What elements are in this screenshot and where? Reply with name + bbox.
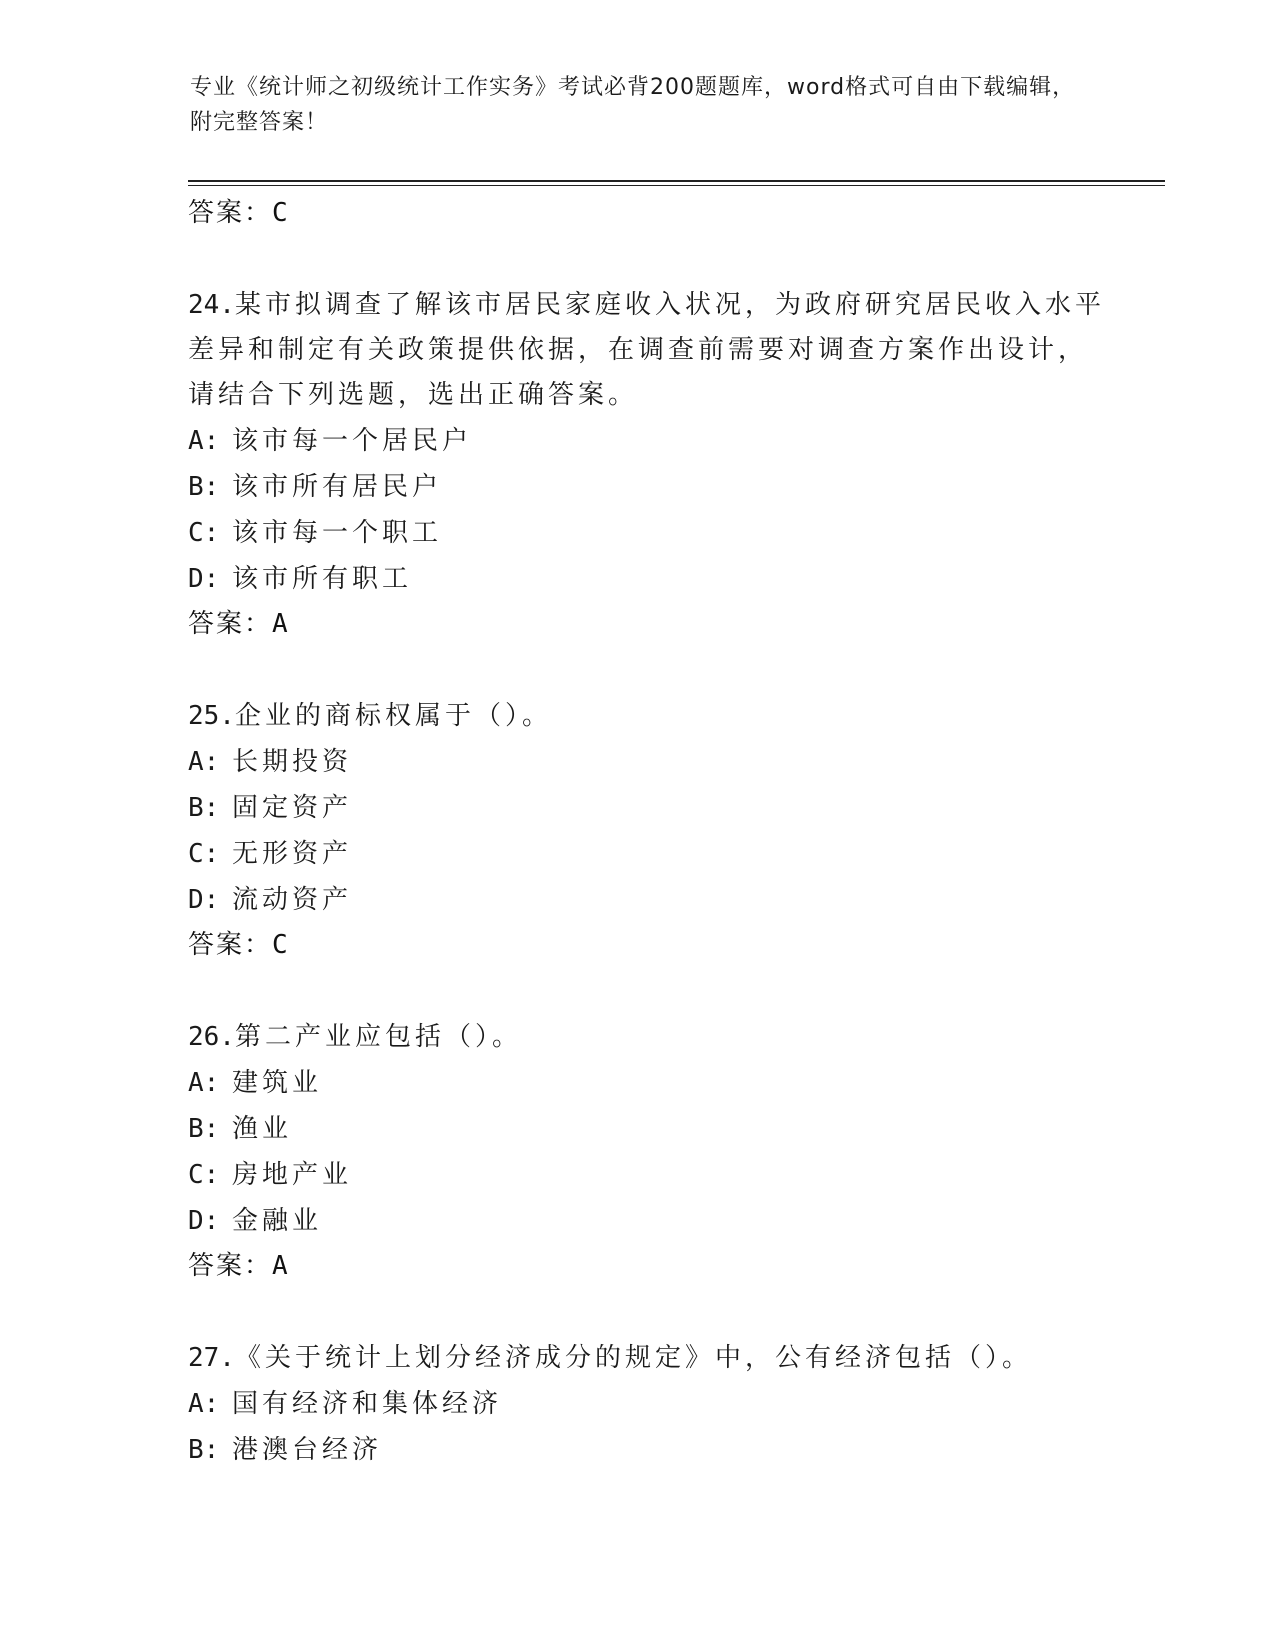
answer-line bbox=[188, 1244, 1108, 1288]
question-number: 25. bbox=[188, 701, 235, 731]
question-text bbox=[188, 1336, 1108, 1381]
question-text bbox=[188, 283, 1108, 418]
option-text: 房地产业 bbox=[232, 1160, 353, 1190]
option-letter: C: bbox=[188, 518, 220, 548]
option-item bbox=[188, 1106, 1108, 1152]
option-text: 该市所有职工 bbox=[232, 564, 413, 594]
option-text: 该市每一个职工 bbox=[232, 518, 443, 548]
option-text: 金融业 bbox=[232, 1206, 323, 1236]
option-item bbox=[188, 1060, 1108, 1106]
option-letter: D: bbox=[188, 564, 220, 594]
question-body: 第二产业应包括（）。 bbox=[234, 1022, 522, 1052]
option-item bbox=[188, 785, 1108, 831]
question-text bbox=[188, 694, 1108, 739]
option-text: 该市所有居民户 bbox=[232, 472, 443, 502]
document-header: 专业《统计师之初级统计工作实务》考试必背200题题库，word格式可自由下载编辑，附完整答案！ bbox=[190, 75, 1076, 135]
question-number: 26. bbox=[188, 1022, 235, 1052]
answer-value: A bbox=[272, 1251, 288, 1281]
answer-line bbox=[188, 602, 1108, 646]
option-letter: B: bbox=[188, 472, 220, 502]
option-item bbox=[188, 418, 1108, 464]
answer-value: C bbox=[272, 198, 288, 228]
option-text: 固定资产 bbox=[232, 793, 353, 823]
question-body: 《关于统计上划分经济成分的规定》中，公有经济包括（）。 bbox=[234, 1343, 1032, 1373]
question-number: 27. bbox=[188, 1343, 235, 1373]
option-text: 该市每一个居民户 bbox=[232, 426, 473, 456]
question-body: 企业的商标权属于（）。 bbox=[234, 701, 552, 731]
option-letter: A: bbox=[188, 426, 220, 456]
question-text bbox=[188, 1015, 1108, 1060]
answer-label: 答案： bbox=[188, 198, 273, 228]
option-item bbox=[188, 1152, 1108, 1198]
question-number: 24. bbox=[188, 290, 235, 320]
header-rule-thin bbox=[188, 185, 1165, 186]
option-letter: A: bbox=[188, 747, 220, 777]
option-item bbox=[188, 877, 1108, 923]
option-item bbox=[188, 739, 1108, 785]
option-item bbox=[188, 1381, 1108, 1427]
option-text: 建筑业 bbox=[232, 1068, 323, 1098]
option-letter: D: bbox=[188, 885, 220, 915]
answer-line bbox=[188, 923, 1108, 967]
option-item bbox=[188, 556, 1108, 602]
answer-label: 答案： bbox=[188, 609, 273, 639]
header-rule-thick bbox=[188, 180, 1165, 182]
option-letter: C: bbox=[188, 839, 220, 869]
option-letter: B: bbox=[188, 1435, 220, 1465]
question-list bbox=[188, 191, 1108, 1473]
answer-label: 答案： bbox=[188, 1251, 273, 1281]
option-text: 港澳台经济 bbox=[232, 1435, 383, 1465]
question-body: 某市拟调查了解该市居民家庭收入状况，为政府研究居民收入水平差异和制定有关政策提供依据，在调查前需要对调查方案作出设计，请结合下列选题，选出正确答案。 bbox=[188, 290, 1105, 410]
option-item bbox=[188, 831, 1108, 877]
option-text: 长期投资 bbox=[232, 747, 353, 777]
option-letter: A: bbox=[188, 1389, 220, 1419]
option-text: 流动资产 bbox=[232, 885, 353, 915]
option-letter: B: bbox=[188, 1114, 220, 1144]
option-item bbox=[188, 1427, 1108, 1473]
option-item bbox=[188, 1198, 1108, 1244]
option-text: 国有经济和集体经济 bbox=[232, 1389, 503, 1419]
option-text: 无形资产 bbox=[232, 839, 353, 869]
answer-value: A bbox=[272, 609, 288, 639]
answer-label: 答案： bbox=[188, 930, 273, 960]
option-text: 渔业 bbox=[232, 1114, 293, 1144]
option-item bbox=[188, 464, 1108, 510]
option-letter: C: bbox=[188, 1160, 220, 1190]
option-letter: A: bbox=[188, 1068, 220, 1098]
option-letter: B: bbox=[188, 793, 220, 823]
option-item bbox=[188, 510, 1108, 556]
option-letter: D: bbox=[188, 1206, 220, 1236]
answer-value: C bbox=[272, 930, 288, 960]
answer-line bbox=[188, 191, 1108, 235]
